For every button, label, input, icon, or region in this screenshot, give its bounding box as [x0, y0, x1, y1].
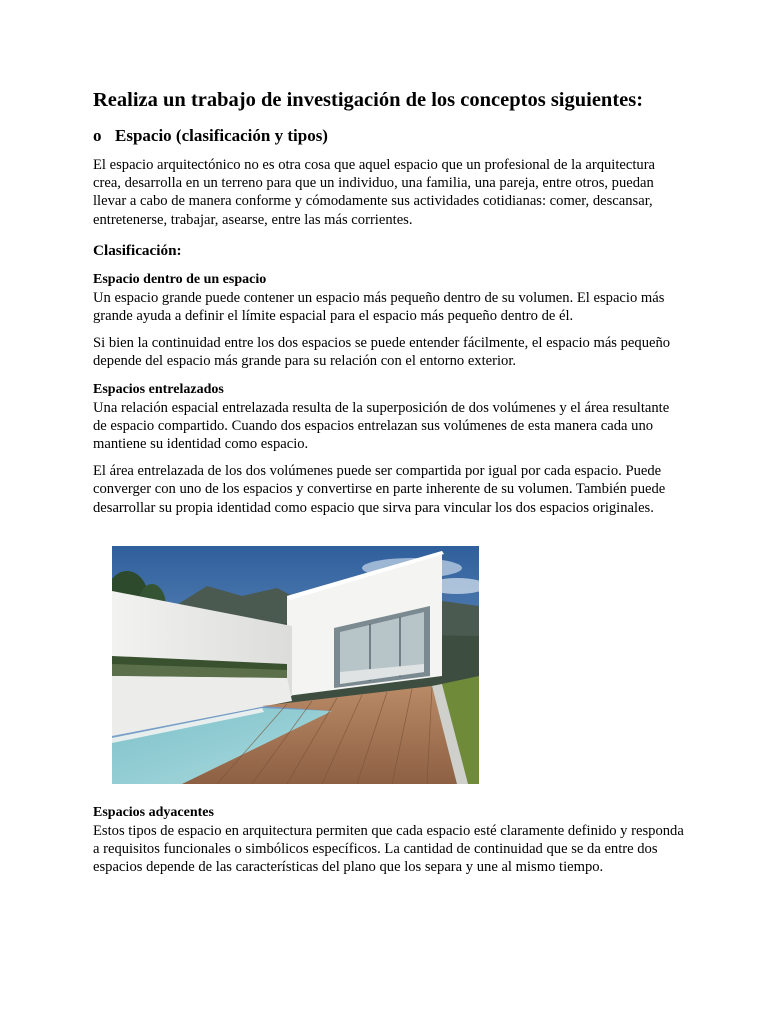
architecture-photo [112, 546, 479, 784]
document-body [93, 86, 685, 517]
section-paragraph: Un espacio grande puede contener un espacio más pequeño dentro de su volumen. El espacio más grande ayuda a definir el límite espacial para el espacio más pequeño dentro de él. [93, 289, 665, 325]
classification-heading: Clasificación: [93, 241, 182, 259]
section-heading-espacios-entrelazados: Espacios entrelazados [93, 381, 224, 397]
section-espacios-adyacentes [93, 804, 685, 877]
architecture-photo-illustration [112, 546, 479, 784]
document-title: Realiza un trabajo de investigación de los conceptos siguientes: [93, 89, 644, 111]
section-paragraph: Estos tipos de espacio en arquitectura permiten que cada espacio esté claramente definido y responda a requisitos funcionales o simbólicos específicos. La cantidad de continuidad que se da entre dos espacios depende de las características del plano que los separa y une al mismo tiempo. [93, 823, 684, 876]
section-paragraph: El área entrelazada de los dos volúmenes puede ser compartida por igual por cada espacio. Puede converger con uno de los espacios y convertirse en parte inherente de su volumen. También puede desarrollar su propia identidad como espacio que sirva para vincular los dos espacios originales. [93, 463, 666, 516]
bullet-marker: o [93, 126, 102, 145]
bullet-heading-text: Espacio (clasificación y tipos) [115, 126, 328, 145]
section-paragraph: Si bien la continuidad entre los dos espacios se puede entender fácilmente, el espacio más pequeño depende del espacio más grande para su relación con el entorno exterior. [93, 335, 671, 370]
section-heading-espacios-adyacentes: Espacios adyacentes [93, 805, 214, 820]
section-paragraph: Una relación espacial entrelazada resulta de la superposición de dos volúmenes y el área resultante de espacio compartido. Cuando dos espacios entrelazan sus volúmenes de esta manera cada uno mantiene su identidad como espacio. [93, 399, 670, 453]
intro-paragraph: El espacio arquitectónico no es otra cosa que aquel espacio que un profesional de la arquitectura crea, desarrolla en un terreno para que un individuo, una familia, una pareja, entre otros, puedan llevar a cabo de manera conforme y cómodamente sus actividades cotidianas: comer, descansar, entretenerse, trabajar, asearse, entre las más corrientes. [93, 157, 656, 228]
section-heading-espacio-dentro: Espacio dentro de un espacio [93, 271, 267, 287]
bullet-heading [93, 124, 685, 148]
